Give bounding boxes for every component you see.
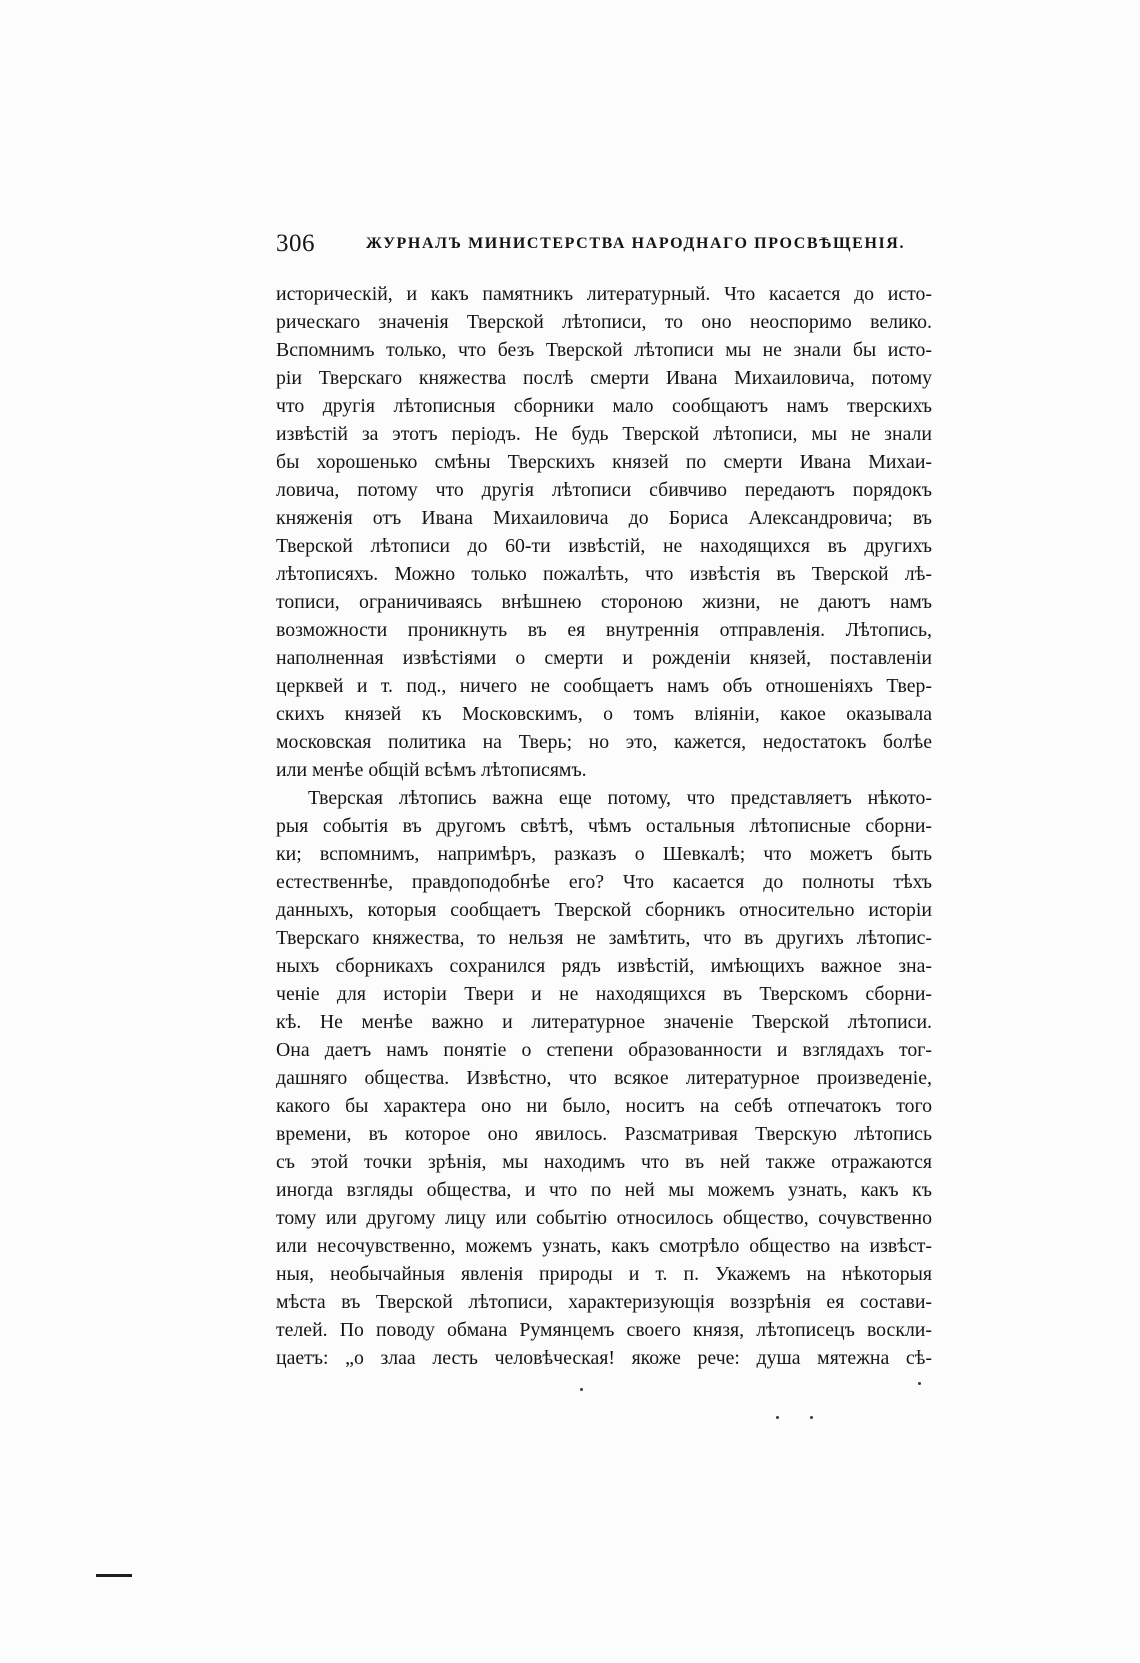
text-line: мѣста въ Тверской лѣтописи, характеризующія воззрѣнія ея состави-	[276, 1291, 932, 1313]
body-text	[276, 280, 932, 1372]
text-line: или менѣе общій всѣмъ лѣтописямъ.	[276, 759, 587, 781]
text-line: Она даетъ намъ понятіе о степени образованности и взглядахъ тог-	[276, 1039, 932, 1061]
page-header	[276, 228, 932, 260]
text-line: ріи Тверскаго княжества послѣ смерти Ивана Михаиловича, потому	[276, 367, 932, 389]
text-line: московская политика на Тверь; но это, кажется, недостатокъ болѣе	[276, 731, 932, 753]
text-line: бы хорошенько смѣны Тверскихъ князей по смерти Ивана Михаи-	[276, 451, 932, 473]
text-line: данныхъ, которыя сообщаетъ Тверской сборникъ относительно исторіи	[276, 899, 932, 921]
page-number: 306	[276, 230, 315, 257]
text-line: ловича, потому что другія лѣтописи сбивчиво передаютъ порядокъ	[276, 479, 932, 501]
text-line: ныя, необычайныя явленія природы и т. п. Укажемъ на нѣкоторыя	[276, 1263, 932, 1285]
text-line: Тверскаго княжества, то нельзя не замѣтить, что въ другихъ лѣтопис-	[276, 927, 932, 949]
text-line: лѣтописяхъ. Можно только пожалѣть, что извѣстія въ Тверской лѣ-	[276, 563, 932, 585]
text-line: ченіе для исторіи Твери и не находящихся въ Тверскомъ сборни-	[276, 983, 932, 1005]
running-title: ЖУРНАЛЪ МИНИСТЕРСТВА НАРОДНАГО ПРОСВѢЩЕНІЯ.	[366, 235, 906, 252]
text-line: извѣстій за этотъ періодъ. Не будь Тверской лѣтописи, мы не знали	[276, 423, 932, 445]
ink-speck	[918, 1382, 921, 1385]
text-line: ныхъ сборникахъ сохранился рядъ извѣстій, имѣющихъ важное зна-	[276, 955, 932, 977]
text-line: церквей и т. под., ничего не сообщаетъ намъ объ отношеніяхъ Твер-	[276, 675, 932, 697]
text-line: скихъ князей къ Московскимъ, о томъ вліяніи, какое оказывала	[276, 703, 932, 725]
text-line: дашняго общества. Извѣстно, что всякое литературное произведеніе,	[276, 1067, 932, 1089]
text-line: съ этой точки зрѣнія, мы находимъ что въ ней также отражаются	[276, 1151, 932, 1173]
text-line: рическаго значенія Тверской лѣтописи, то оно неоспоримо велико.	[276, 311, 932, 333]
text-line: тописи, ограничиваясь внѣшнею стороною жизни, не даютъ намъ	[276, 591, 932, 613]
text-line: историческій, и какъ памятникъ литературный. Что касается до исто-	[276, 283, 932, 305]
text-line: ки; вспомнимъ, напримѣръ, разказъ о Шевкалѣ; что можетъ быть	[276, 843, 932, 865]
ink-speck	[580, 1388, 583, 1391]
ink-speck	[810, 1416, 813, 1419]
text-line: кѣ. Не менѣе важно и литературное значеніе Тверской лѣтописи.	[276, 1011, 932, 1033]
ink-speck	[776, 1416, 779, 1419]
text-line: наполненная извѣстіями о смерти и рожденіи князей, поставленіи	[276, 647, 932, 669]
footer-rule	[96, 1574, 132, 1577]
text-line: что другія лѣтописныя сборники мало сообщаютъ намъ тверскихъ	[276, 395, 932, 417]
text-line: телей. По поводу обмана Румянцемъ своего князя, лѣтописецъ воскли-	[276, 1319, 932, 1341]
text-line: рыя событія въ другомъ свѣтѣ, чѣмъ остальныя лѣтописные сборни-	[276, 815, 932, 837]
text-line: тому или другому лицу или событію относилось общество, сочувственно	[276, 1207, 932, 1229]
text-line: какого бы характера оно ни было, носитъ на себѣ отпечатокъ того	[276, 1095, 932, 1117]
text-line: цаетъ: „о злаа лесть человѣческая! якоже рече: душа мятежна сѣ-	[276, 1347, 932, 1369]
text-line: Вспомнимъ только, что безъ Тверской лѣтописи мы не знали бы исто-	[276, 339, 932, 361]
text-line: Тверской лѣтописи до 60-ти извѣстій, не находящихся въ другихъ	[276, 535, 932, 557]
text-line: Тверская лѣтопись важна еще потому, что представляетъ нѣкото-	[308, 787, 932, 809]
text-line: возможности проникнуть въ ея внутреннія отправленія. Лѣтопись,	[276, 619, 932, 641]
text-line: княженія отъ Ивана Михаиловича до Бориса Александровича; въ	[276, 507, 932, 529]
text-line: иногда взгляды общества, и что по ней мы можемъ узнать, какъ къ	[276, 1179, 932, 1201]
text-line: времени, въ которое оно явилось. Разсматривая Тверскую лѣтопись	[276, 1123, 932, 1145]
text-line: естественнѣе, правдоподобнѣе его? Что касается до полноты тѣхъ	[276, 871, 932, 893]
text-line: или несочувственно, можемъ узнать, какъ смотрѣло общество на извѣст-	[276, 1235, 932, 1257]
